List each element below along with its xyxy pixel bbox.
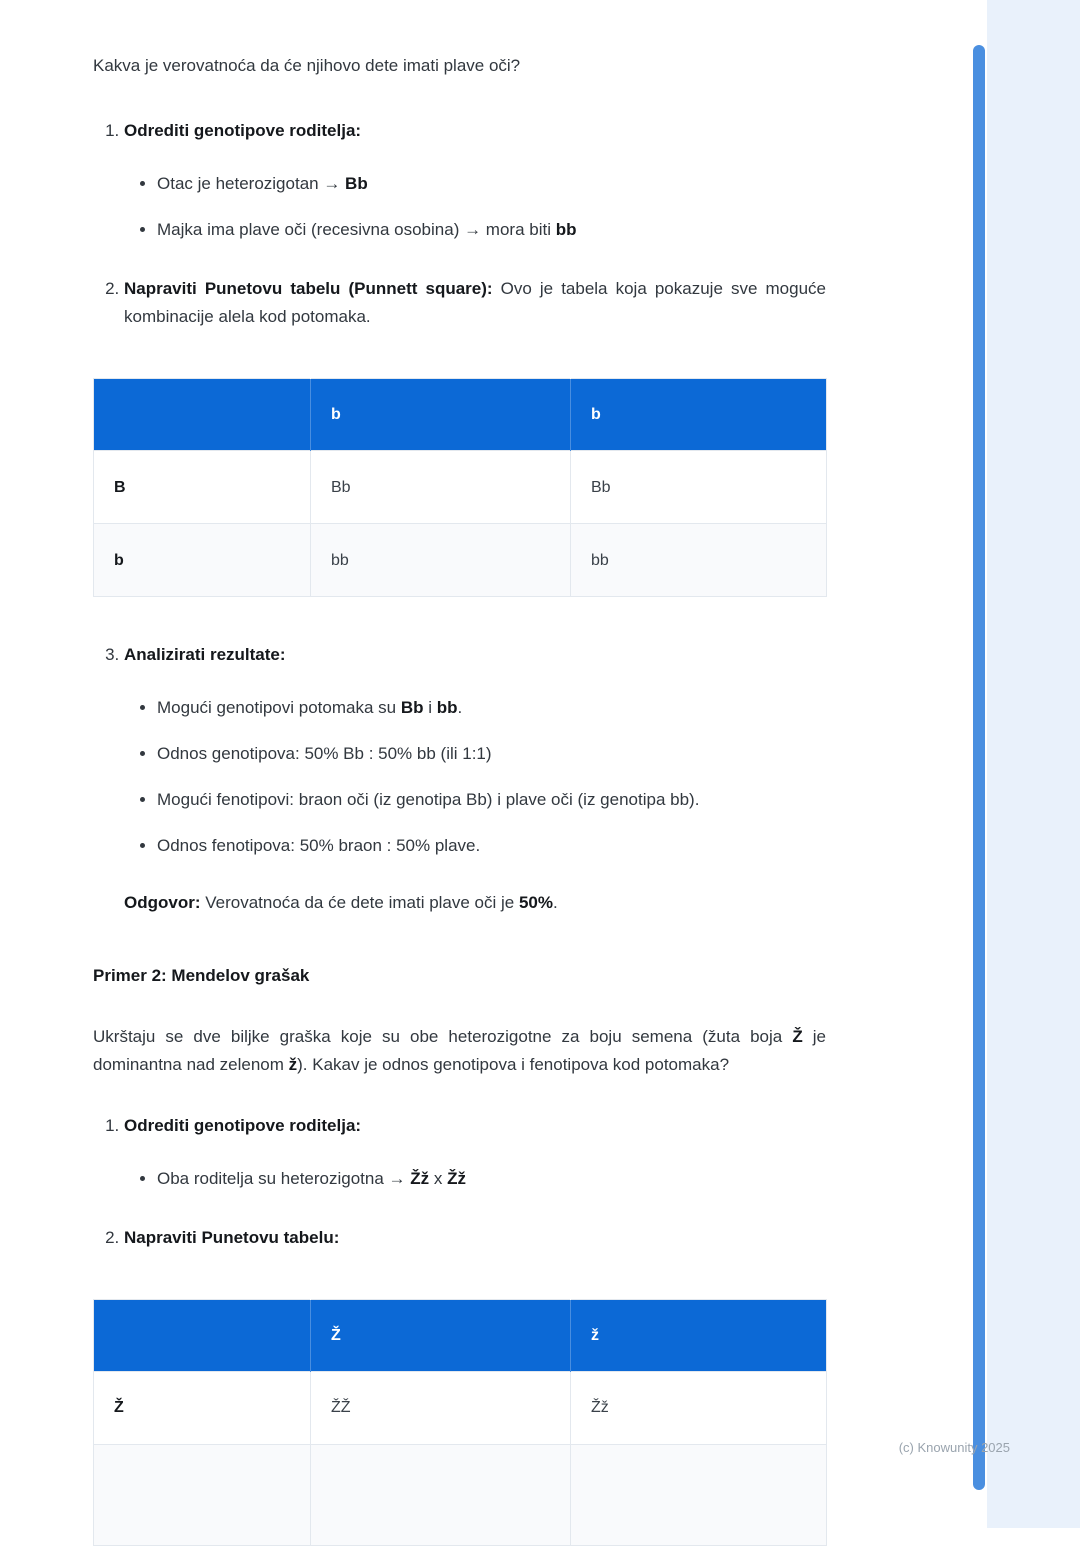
table-cell: Bb [311,451,571,524]
steps-list-1-continued [93,641,826,860]
step-text: Odrediti genotipove roditelja: [124,1116,362,1136]
table-cell: b [94,524,311,597]
table-row [94,1445,827,1546]
punnett-table-2 [93,1299,827,1546]
step-item [124,1112,826,1194]
table-cell: Ž [94,1372,311,1445]
table-header-row [94,379,827,451]
footer-copyright: (c) Knowunity 2025 [898,1440,1010,1455]
table-cell: bb [571,524,827,597]
step-text: Odrediti genotipove roditelja: [124,120,362,140]
table-header-cell: ž [571,1300,827,1372]
table-cell: Žž [571,1372,827,1445]
table-header-cell: b [571,379,827,451]
section-heading: Primer 2: Mendelov grašak [93,965,310,985]
table-row [94,1372,827,1445]
bullet-item: • Majka ima plave oči (recesivna osobina) → mora biti bb [157,216,826,245]
bullet-item: • Mogući fenotipovi: braon oči (iz genotipa Bb) i plave oči (iz genotipa bb). [157,786,826,815]
step-item [124,641,826,860]
bullet-list [124,170,826,245]
bullet-list [124,694,826,861]
bullet-list [124,1165,826,1194]
answer-text: Odgovor: Verovatnoća da će dete imati plave oči je 50%. [124,892,558,912]
right-margin-panel [987,0,1080,1528]
step-item [124,1224,826,1253]
step-text: Analizirati rezultate: [124,645,286,665]
punnett-table-1 [93,378,827,597]
question-text: Kakva je verovatnoća da će njihovo dete imati plave oči? [93,56,521,75]
table-row [94,451,827,524]
scrollbar-thumb[interactable] [973,45,985,1490]
bullet-item: • Odnos fenotipova: 50% braon : 50% plave. [157,832,826,861]
step-item [124,275,826,333]
table-cell: ŽŽ [311,1372,571,1445]
table-header-row [94,1300,827,1372]
table-cell [94,1445,311,1546]
punnett-table-1-wrap [93,378,826,597]
table-header-cell [94,379,311,451]
table-row [94,524,827,597]
table-header-cell: Ž [311,1300,571,1372]
bullet-item: • Oba roditelja su heterozigotna → Žž x Žž [157,1165,826,1194]
steps-list-2 [93,1112,826,1253]
table-cell: B [94,451,311,524]
step-item [124,117,826,245]
table-header-cell [94,1300,311,1372]
document-page [93,0,826,1546]
punnett-table-2-wrap [93,1299,826,1546]
step-text: Napraviti Punetovu tabelu: [124,1228,340,1248]
table-cell: bb [311,524,571,597]
table-cell: Bb [571,451,827,524]
bullet-item: • Otac je heterozigotan → Bb [157,170,826,199]
step-text: 2. Napraviti Punetovu tabelu (Punnett square): Ovo je tabela koja pokazuje sve moguće kombinacije alela kod potomaka. [124,278,826,327]
bullet-item: • Mogući genotipovi potomaka su Bb i bb. [157,694,826,723]
intro-paragraph: Ukrštaju se dve biljke graška koje su obe heterozigotne za boju semena (žuta boja Ž je dominantna nad zelenom ž). Kakav je odnos genotipova i fenotipova kod potomaka? [93,1026,826,1075]
table-cell [571,1445,827,1546]
table-cell [311,1445,571,1546]
bullet-item: • Odnos genotipova: 50% Bb : 50% bb (ili 1:1) [157,740,826,769]
steps-list-1 [93,117,826,332]
table-header-cell: b [311,379,571,451]
